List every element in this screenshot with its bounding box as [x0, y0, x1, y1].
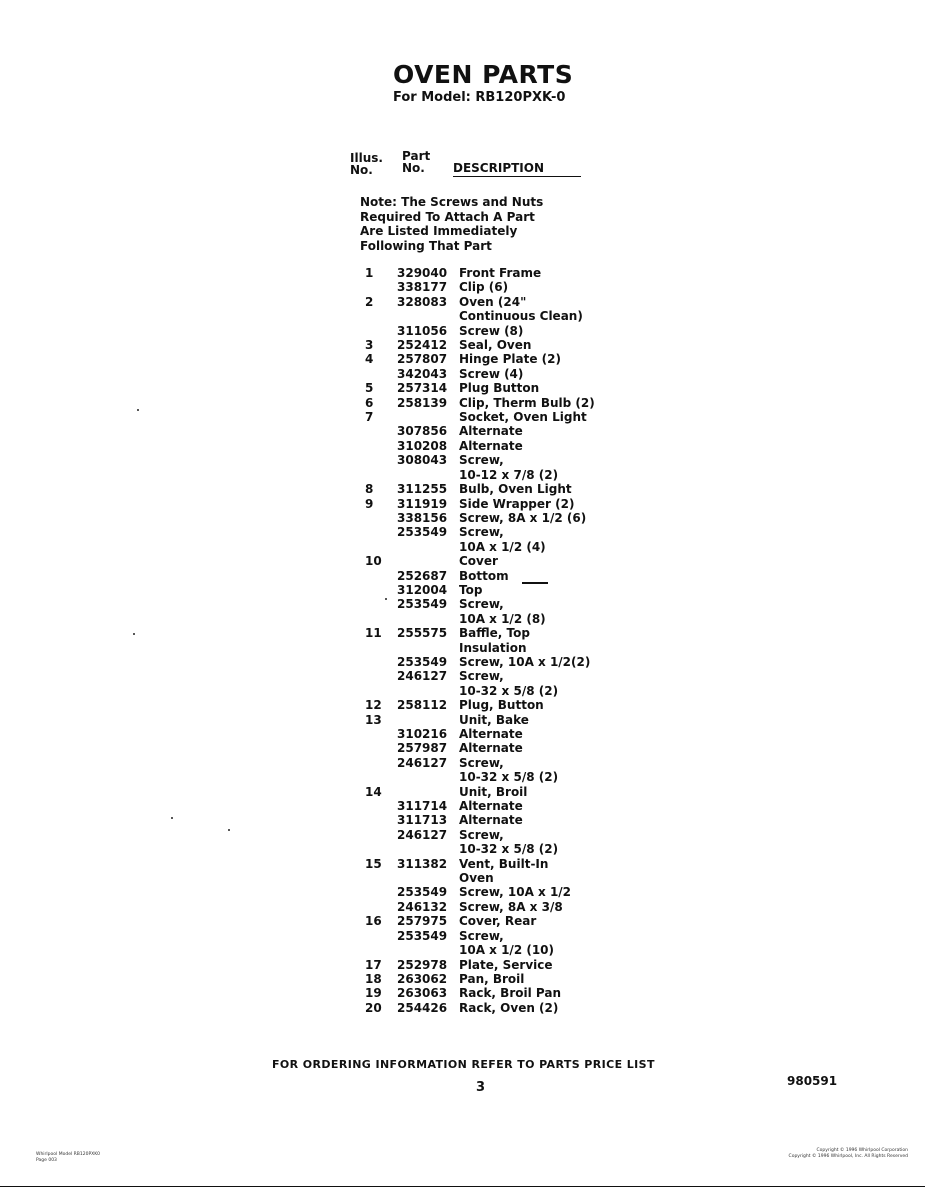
header-description: DESCRIPTION	[453, 161, 545, 175]
parts-row	[365, 813, 605, 827]
part-description: Plug Button	[459, 381, 540, 396]
parts-row	[365, 367, 605, 381]
part-number: 311713	[397, 813, 448, 828]
part-description: Cover	[459, 554, 498, 569]
illus-number: 4	[365, 352, 374, 367]
illus-number: 5	[365, 381, 374, 396]
parts-row	[365, 900, 605, 914]
part-number: 311382	[397, 856, 448, 871]
part-description: Alternate	[459, 424, 523, 439]
part-description: Screw (4)	[459, 366, 524, 381]
part-number: 338156	[397, 510, 448, 525]
illus-number: 8	[365, 482, 374, 497]
parts-row	[365, 727, 605, 741]
part-number: 311919	[397, 496, 448, 511]
illus-number: 9	[365, 496, 374, 511]
part-number: 258112	[397, 698, 448, 713]
part-description: Clip (6)	[459, 280, 509, 295]
parts-row	[365, 554, 605, 568]
part-number: 253549	[397, 885, 448, 900]
part-description: Oven (24" Continuous Clean)	[459, 294, 583, 324]
bottom-border	[0, 1186, 925, 1187]
part-number: 263062	[397, 971, 448, 986]
illus-number: 7	[365, 410, 374, 425]
part-number: 253549	[397, 597, 448, 612]
parts-row	[365, 857, 605, 886]
part-description: Screw, 10A x 1/2	[459, 885, 572, 900]
part-number: 253549	[397, 928, 448, 943]
part-number: 311255	[397, 482, 448, 497]
part-description: Alternate	[459, 741, 523, 756]
part-number: 312004	[397, 582, 448, 597]
ordering-info: FOR ORDERING INFORMATION REFER TO PARTS PRICE LIST	[272, 1058, 655, 1071]
part-description: Seal, Oven	[459, 338, 532, 353]
part-description: Screw (8)	[459, 323, 524, 338]
illus-number: 17	[365, 957, 382, 972]
part-description: Screw, 10A x 1/2 (10)	[459, 928, 555, 958]
illus-number: 16	[365, 914, 382, 929]
part-description: Plate, Service	[459, 957, 553, 972]
parts-row	[365, 785, 605, 799]
scan-speck	[228, 829, 230, 831]
illus-number: 11	[365, 626, 382, 641]
part-number: 254426	[397, 1000, 448, 1015]
parts-list	[365, 266, 605, 1015]
part-number: 252687	[397, 568, 448, 583]
parts-row	[365, 439, 605, 453]
parts-row	[365, 828, 605, 857]
illus-number: 3	[365, 338, 374, 353]
parts-row	[365, 352, 605, 366]
parts-row	[365, 424, 605, 438]
parts-row	[365, 266, 605, 280]
part-number: 329040	[397, 266, 448, 280]
part-description: Baffle, Top Insulation	[459, 626, 530, 655]
parts-row	[365, 453, 605, 482]
illus-number: 12	[365, 698, 382, 713]
part-number: 263063	[397, 986, 448, 1001]
pen-mark	[522, 582, 548, 584]
page-number: 3	[476, 1080, 486, 1095]
illus-number: 10	[365, 554, 382, 569]
part-description: Alternate	[459, 438, 523, 453]
parts-row	[365, 338, 605, 352]
parts-row	[365, 756, 605, 785]
part-number: 246127	[397, 827, 448, 842]
part-number: 338177	[397, 280, 448, 295]
parts-row	[365, 626, 605, 655]
parts-row	[365, 799, 605, 813]
part-description: Screw, 10A x 1/2(2)	[459, 654, 591, 669]
part-number: 246127	[397, 669, 448, 684]
part-description: Alternate	[459, 727, 523, 741]
part-number: 311714	[397, 799, 448, 814]
parts-row	[365, 497, 605, 511]
part-description: Plug, Button	[459, 698, 544, 713]
part-description: Side Wrapper (2)	[459, 496, 575, 511]
illus-number: 1	[365, 266, 374, 280]
part-number: 308043	[397, 453, 448, 468]
part-description: Rack, Oven (2)	[459, 1000, 559, 1015]
parts-row	[365, 958, 605, 972]
part-description: Screw, 10-32 x 5/8 (2)	[459, 755, 559, 785]
part-description: Screw, 10-12 x 7/8 (2)	[459, 453, 559, 482]
parts-row	[365, 741, 605, 755]
part-number: 257807	[397, 352, 448, 367]
page-title: OVEN PARTS	[393, 60, 574, 89]
parts-row	[365, 511, 605, 525]
part-description: Cover, Rear	[459, 914, 537, 929]
part-description: Top	[459, 582, 483, 597]
illus-number: 2	[365, 294, 374, 309]
part-description: Screw, 10A x 1/2 (8)	[459, 597, 546, 626]
illus-number: 20	[365, 1000, 382, 1015]
parts-row	[365, 972, 605, 986]
part-description: Clip, Therm Bulb (2)	[459, 395, 595, 410]
part-number: 257975	[397, 914, 448, 929]
part-number: 307856	[397, 424, 448, 439]
document-number: 980591	[787, 1074, 838, 1088]
parts-row	[365, 655, 605, 669]
part-description: Vent, Built-In Oven	[459, 856, 549, 886]
part-description: Screw, 10-32 x 5/8 (2)	[459, 669, 559, 698]
part-description: Screw, 10-32 x 5/8 (2)	[459, 827, 559, 857]
part-number: 255575	[397, 626, 448, 641]
illus-number: 19	[365, 986, 382, 1001]
part-number: 253549	[397, 525, 448, 540]
part-number: 253549	[397, 654, 448, 669]
parts-row	[365, 1001, 605, 1015]
illus-number: 13	[365, 712, 382, 727]
part-number: 246132	[397, 899, 448, 914]
part-description: Pan, Broil	[459, 971, 525, 986]
scan-speck	[133, 633, 135, 635]
parts-row	[365, 396, 605, 410]
parts-row	[365, 986, 605, 1000]
part-description: Bottom	[459, 568, 509, 583]
part-number: 252412	[397, 338, 448, 353]
part-number: 328083	[397, 294, 448, 309]
part-description: Alternate	[459, 799, 523, 814]
part-number: 258139	[397, 395, 448, 410]
scan-speck	[385, 598, 387, 600]
part-description: Front Frame	[459, 266, 542, 280]
parts-row	[365, 669, 605, 698]
parts-row	[365, 713, 605, 727]
screws-note: Note: The Screws and Nuts Required To Attach A Part Are Listed Immediately Following That Part	[360, 195, 544, 253]
part-number: 310216	[397, 727, 448, 741]
part-number: 342043	[397, 366, 448, 381]
part-number: 246127	[397, 755, 448, 770]
illus-number: 6	[365, 395, 374, 410]
parts-row	[365, 914, 605, 928]
part-description: Alternate	[459, 813, 523, 828]
parts-row	[365, 295, 605, 324]
illus-number: 18	[365, 971, 382, 986]
footer-left-note: Whirlpool Model RB120PXK0 Page 003	[36, 1152, 101, 1163]
scan-speck	[137, 409, 139, 411]
part-description: Rack, Broil Pan	[459, 986, 561, 1001]
parts-row	[365, 381, 605, 395]
parts-row	[365, 698, 605, 712]
footer-copyright: Copyright © 1996 Whirlpool Corporation Copyright © 1996 Whirlpool, Inc. All Rights Reserved	[788, 1148, 908, 1159]
part-description: Hinge Plate (2)	[459, 352, 561, 367]
parts-row	[365, 280, 605, 294]
parts-row	[365, 525, 605, 554]
parts-row	[365, 324, 605, 338]
illus-number: 14	[365, 784, 382, 799]
part-number: 257987	[397, 741, 448, 756]
part-description: Unit, Bake	[459, 712, 529, 727]
part-number: 310208	[397, 438, 448, 453]
model-subtitle: For Model: RB120PXK-0	[393, 90, 566, 105]
part-number: 252978	[397, 957, 448, 972]
parts-row	[365, 929, 605, 958]
part-description: Screw, 8A x 1/2 (6)	[459, 510, 587, 525]
parts-row	[365, 569, 605, 583]
part-number: 257314	[397, 381, 448, 396]
illus-number: 15	[365, 856, 382, 871]
parts-row	[365, 482, 605, 496]
header-rule	[453, 176, 581, 177]
parts-row	[365, 885, 605, 899]
part-description: Screw, 10A x 1/2 (4)	[459, 525, 546, 554]
scan-speck	[171, 817, 173, 819]
parts-row	[365, 597, 605, 626]
column-headers	[350, 148, 585, 182]
header-part-no: Part No.	[402, 149, 431, 175]
part-description: Unit, Broil	[459, 784, 528, 799]
part-description: Bulb, Oven Light	[459, 482, 572, 497]
parts-row	[365, 583, 605, 597]
header-illus-no: Illus. No.	[350, 151, 383, 177]
part-description: Socket, Oven Light	[459, 410, 587, 425]
parts-row	[365, 410, 605, 424]
part-number: 311056	[397, 323, 448, 338]
part-description: Screw, 8A x 3/8	[459, 899, 563, 914]
